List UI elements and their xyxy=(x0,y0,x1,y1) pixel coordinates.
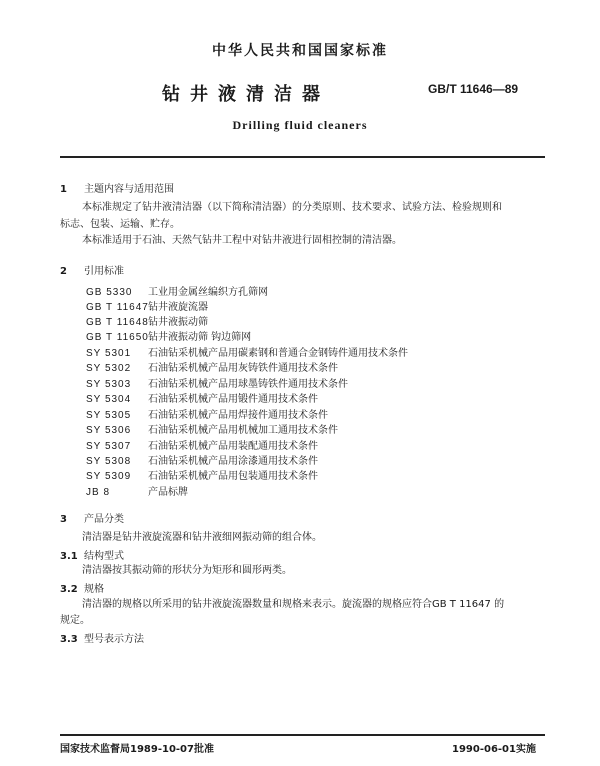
reference-item xyxy=(86,328,251,343)
header-divider xyxy=(60,156,545,158)
reference-code: GB 5330 xyxy=(86,287,133,298)
reference-title: 产品标牌 xyxy=(148,487,188,498)
reference-title: 钻井液振动筛 xyxy=(148,317,208,328)
section-1-para-1-line-2: 标志、包装、运输、贮存。 xyxy=(60,219,180,230)
reference-code: GB T 11647 xyxy=(86,302,149,313)
document-title-en: Drilling fluid cleaners xyxy=(232,118,368,132)
reference-item xyxy=(86,344,408,359)
reference-item xyxy=(86,467,318,482)
reference-title: 石油钻采机械产品用灰铸铁件通用技术条件 xyxy=(148,363,338,374)
section-3-2-title: 规格 xyxy=(84,584,104,595)
reference-item xyxy=(86,390,318,405)
reference-title: 石油钻采机械产品用装配通用技术条件 xyxy=(148,441,318,452)
reference-item xyxy=(86,375,348,390)
section-3-3-title: 型号表示方法 xyxy=(84,634,144,645)
reference-code: SY 5302 xyxy=(86,363,132,374)
section-3-heading xyxy=(60,510,124,525)
reference-item xyxy=(86,406,328,421)
reference-title: 石油钻采机械产品用机械加工通用技术条件 xyxy=(148,425,338,436)
reference-item xyxy=(86,313,208,328)
reference-title: 石油钻采机械产品用锻件通用技术条件 xyxy=(148,394,318,405)
section-3-1-heading xyxy=(60,547,124,562)
section-3-intro: 清洁器是钻井液旋流器和钻井液细网振动筛的组合体。 xyxy=(82,532,322,543)
reference-title: 工业用金属丝编织方孔筛网 xyxy=(148,287,268,298)
reference-item xyxy=(86,437,318,452)
section-1-title: 主题内容与适用范围 xyxy=(84,184,174,195)
approval-date: 国家技术监督局1989-10-07批准 xyxy=(60,744,214,755)
section-2-number: 2 xyxy=(60,266,67,277)
footer-divider xyxy=(60,734,545,736)
section-2-title: 引用标准 xyxy=(84,266,124,277)
reference-code: SY 5301 xyxy=(86,348,132,359)
reference-item xyxy=(86,298,208,313)
section-1-para-1-line-1: 本标准规定了钻井液清洁器（以下简称清洁器）的分类原则、技术要求、试验方法、检验规则和 xyxy=(82,202,502,213)
reference-title: 石油钻采机械产品用碳素钢和普通合金钢铸件通用技术条件 xyxy=(148,348,408,359)
reference-title: 石油钻采机械产品用焊接件通用技术条件 xyxy=(148,410,328,421)
section-3-1-text: 清洁器按其振动筛的形状分为矩形和圆形两类。 xyxy=(82,565,292,576)
reference-item xyxy=(86,483,188,498)
reference-item xyxy=(86,452,318,467)
reference-code: SY 5309 xyxy=(86,471,132,482)
section-3-2-heading xyxy=(60,580,104,595)
section-3-2-text-line-1: 清洁器的规格以所采用的钻井液旋流器数量和规格来表示。旋流器的规格应符合GB T 11647 的 xyxy=(82,599,505,610)
reference-title: 钻井液旋流器 xyxy=(148,302,208,313)
section-3-1-number: 3.1 xyxy=(60,551,78,562)
reference-item xyxy=(86,359,338,374)
reference-title: 石油钻采机械产品用球墨铸铁件通用技术条件 xyxy=(148,379,348,390)
section-1-number: 1 xyxy=(60,184,67,195)
country-standard-title: 中华人民共和国国家标准 xyxy=(212,43,388,59)
reference-title: 钻井液振动筛 钩边筛网 xyxy=(148,332,252,343)
reference-code: GB T 11650 xyxy=(86,332,149,343)
reference-code: JB 8 xyxy=(86,487,111,498)
reference-code: SY 5304 xyxy=(86,394,132,405)
section-3-title: 产品分类 xyxy=(84,514,124,525)
reference-code: SY 5308 xyxy=(86,456,132,467)
reference-code: SY 5306 xyxy=(86,425,132,436)
reference-code: GB T 11648 xyxy=(86,317,149,328)
reference-code: SY 5303 xyxy=(86,379,132,390)
reference-title: 石油钻采机械产品用涂漆通用技术条件 xyxy=(148,456,318,467)
document-title-cn: 钻井液清洁器 xyxy=(162,84,330,105)
standard-number: GB/T 11646—89 xyxy=(428,82,519,96)
section-3-2-text-line-2: 规定。 xyxy=(60,615,90,626)
reference-title: 石油钻采机械产品用包装通用技术条件 xyxy=(148,471,318,482)
section-3-2-number: 3.2 xyxy=(60,584,78,595)
reference-item xyxy=(86,283,268,298)
section-2-heading xyxy=(60,262,124,277)
effective-date: 1990-06-01实施 xyxy=(452,744,536,755)
section-3-3-heading xyxy=(60,630,144,645)
section-1-para-2: 本标准适用于石油、天然气钻井工程中对钻井液进行固相控制的清洁器。 xyxy=(82,235,402,246)
section-3-1-title: 结构型式 xyxy=(84,551,124,562)
section-1-heading xyxy=(60,180,174,195)
reference-code: SY 5305 xyxy=(86,410,132,421)
section-3-3-number: 3.3 xyxy=(60,634,78,645)
section-3-number: 3 xyxy=(60,514,67,525)
reference-item xyxy=(86,421,338,436)
reference-code: SY 5307 xyxy=(86,441,132,452)
